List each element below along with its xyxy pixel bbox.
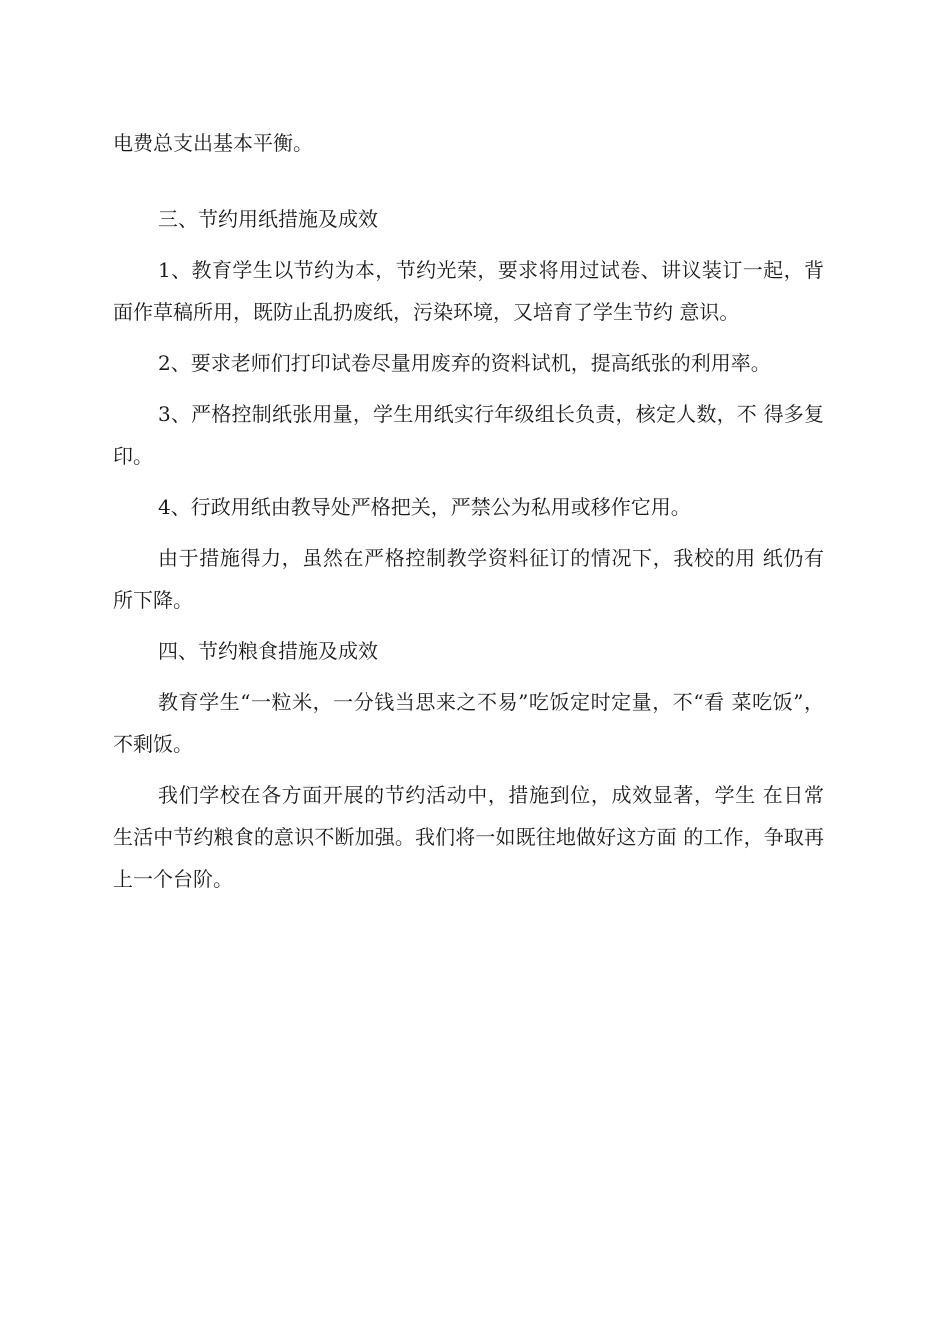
paragraph-paper-item-1: 1、教育学生以节约为本，节约光荣，要求将用过试卷、讲议装订一起，背面作草稿所用，既防止乱扔废纸，污染环境，又培育了学生节约 意识。 <box>113 258 824 324</box>
paragraph-conclusion: 我们学校在各方面开展的节约活动中，措施到位，成效显著，学生 在日常生活中节约粮食的意识不断加强。我们将一如既往地做好这方面 的工作，争取再上一个台阶。 <box>113 783 824 891</box>
paragraph-paper-result: 由于措施得力，虽然在严格控制教学资料征订的情况下，我校的用 纸仍有所下降。 <box>113 546 824 612</box>
paragraph-paper-item-4: 4、行政用纸由教导处严格把关，严禁公为私用或移作它用。 <box>158 495 691 519</box>
paragraph-continuation: 电费总支出基本平衡。 <box>113 131 313 155</box>
document-body <box>113 122 824 900</box>
section-heading-paper-saving: 三、节约用纸措施及成效 <box>158 207 378 231</box>
paragraph-paper-item-2: 2、要求老师们打印试卷尽量用废弃的资料试机，提高纸张的利用率。 <box>158 351 771 375</box>
paragraph-food-education: 教育学生“一粒米，一分钱当思来之不易”吃饭定时定量，不“看 菜吃饭”，不剩饭。 <box>113 690 824 756</box>
section-heading-food-saving: 四、节约粮食措施及成效 <box>158 639 378 663</box>
paragraph-paper-item-3: 3、严格控制纸张用量，学生用纸实行年级组长负责，核定人数，不 得多复印。 <box>113 402 824 468</box>
